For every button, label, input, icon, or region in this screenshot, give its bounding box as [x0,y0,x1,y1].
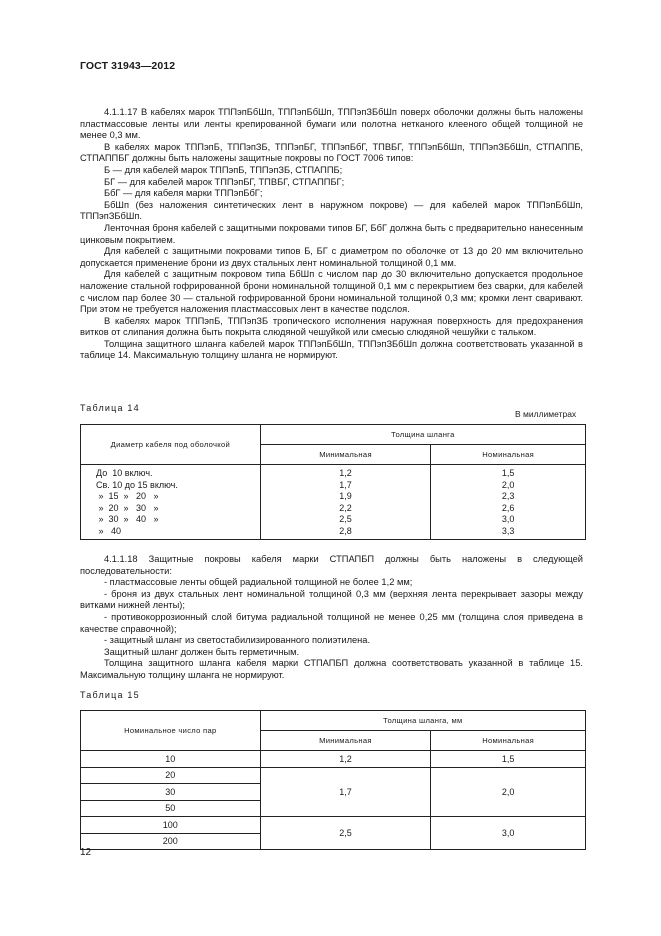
nominal-column [431,465,586,540]
paragraph: Для кабелей с защитными покровами типов Б, БГ с диаметром по оболочке от 13 до 20 мм включительно допускается применение брони из двух стальных лент номинальной толщиной 0,1 мм. [80,246,583,268]
header-diameter: Диаметр кабеля под оболочкой [81,425,261,465]
standard-header: ГОСТ 31943—2012 [80,60,176,72]
table-14 [80,424,586,540]
nominal-cell: 2,0 [431,767,586,817]
table-row [81,751,586,768]
paragraph: БГ — для кабелей марок ТППэпБГ, ТПВБГ, СТПАППБГ; [104,176,345,187]
minimal-cell: 1,2 [260,751,431,768]
header-thickness: Толщина шланга [260,425,585,445]
body-text-top [80,107,583,362]
minimal-cell: 1,7 [339,479,352,490]
nominal-cell: 2,0 [501,479,515,490]
paragraph: 4.1.1.18 Защитные покровы кабеля марки СТПАПБП должны быть наложены в следующей последовательности: [80,554,583,576]
paragraph: Ленточная броня кабелей с защитными покровами типов БГ, БбГ должна быть с предварительно нанесенным цинковым покрытием. [80,222,583,245]
header-minimal: Минимальная [260,731,431,751]
pairs-cell: 10 [81,751,261,768]
header-thickness: Толщина шланга, мм [260,711,585,731]
paragraph: Толщина защитного шланга кабелей марок ТППэпБбШп, ТППэпЗБбШп должна соответствовать указанной в таблице 14. Максимальную толщину шланга не нормируют. [80,338,583,361]
nominal-cell: 2,6 [501,502,515,513]
table-15 [80,710,586,850]
minimal-cell: 2,8 [339,525,352,536]
paragraph: БбШп (без наложения синтетических лент в наружном покрове) — для кабелей марок ТППэпБбШп, ТППэпЗБбШп. [80,199,583,222]
paragraph: - броня из двух стальных лент номинальной толщиной 0,3 мм (верхняя лента перекрывает зазоры между витками нижней ленты); [80,588,583,611]
nominal-cell: 2,3 [501,491,515,501]
paragraph: В кабелях марок ТППэпБ, ТППэпЗБ, ТППэпБГ, ТППэпБбГ, ТПВБГ, ТППэпБбШп, ТППэпЗБбШп, СТПАППБ, СТПАППБГ должны быть наложены защитные покровы по ГОСТ 7006 типов: [80,141,583,164]
paragraph: Для кабелей с защитным покровом типа БбШп с числом пар до 30 включительно допускается продольное наложение стальной гофрированной брони номинальной толщиной 0,1 мм с перекрытием без сварки, для кабелей с числом пар более 30 — стальной гофрированной брони номинальной толщиной 0,3 мм; кромки лент сваривают. При этом не требуется наложения пластмассовых лент в качестве подслоя. [80,269,583,315]
body-text-mid [80,554,583,682]
diameter-cell: » 15 » 20 » [96,491,159,501]
paragraph: Толщина защитного шланга кабеля марки СТПАПБП должна соответствовать указанной в таблице 15. Максимальную толщину шланга не нормируют. [80,658,583,680]
diameter-cell: » 40 [96,525,122,536]
diameter-cell: » 20 » 30 » [96,502,159,513]
pairs-cell: 50 [81,800,261,817]
paragraph: - защитный шланг из светостабилизированного полиэтилена. [104,635,371,646]
header-pairs: Номинальное число пар [81,711,261,751]
minimal-column [260,465,431,540]
page-number: 12 [80,847,92,858]
nominal-cell: 1,5 [431,751,586,768]
paragraph: 4.1.1.17 В кабелях марок ТППэпБбШп, ТППэпБбШп, ТППэпЗБбШп поверх оболочки должны быть наложены пластмассовые ленты или ленты крепированной бумаги или полотна нетканого клееного общей толщиной не менее 0,3 мм. [80,107,583,141]
pairs-cell: 100 [81,817,261,834]
paragraph: В кабелях марок ТППэпБ, ТППэпЗБ тропического исполнения наружная поверхность для предохранения витков от слипания должна быть покрыта слюдяной чешуйкой или смесью слюдяной чешуйки с тальком. [80,315,583,338]
minimal-cell: 2,5 [339,514,352,524]
paragraph: - противокоррозионный слой битума радиальной толщиной не менее 0,25 мм (толщина слоя приведена в качестве справочной); [80,611,583,634]
nominal-cell: 1,5 [501,468,515,478]
table15-caption: Таблица 15 [80,690,140,700]
minimal-cell: 1,7 [260,767,431,817]
diameter-cell: » 30 » 40 » [96,514,159,524]
diameter-cell: До 10 включ. [96,468,153,478]
minimal-cell: 1,9 [339,491,352,501]
pairs-cell: 30 [81,784,261,801]
header-nominal: Номинальная [431,445,586,465]
diameter-cell: Св. 10 до 15 включ. [96,479,178,490]
diameter-column [81,465,261,540]
table-row [81,817,586,834]
paragraph: БбГ — для кабеля марки ТППэпБбГ; [104,188,263,199]
header-minimal: Минимальная [260,445,431,465]
table14-units: В миллиметрах [515,409,577,419]
table14-caption: Таблица 14 [80,403,140,413]
nominal-cell: 3,0 [501,514,515,524]
nominal-cell: 3,0 [431,817,586,850]
minimal-cell: 2,2 [339,502,352,513]
minimal-cell: 1,2 [339,468,352,478]
paragraph: Защитный шланг должен быть герметичным. [104,646,300,657]
minimal-cell: 2,5 [260,817,431,850]
header-nominal: Номинальная [431,731,586,751]
pairs-cell: 20 [81,767,261,784]
table-row [81,767,586,784]
table-row [81,465,586,540]
paragraph: - пластмассовые ленты общей радиальной толщиной не более 1,2 мм; [104,577,413,588]
nominal-cell: 3,3 [501,525,515,536]
paragraph: Б — для кабелей марок ТППэпБ, ТППэпЗБ, СТПАППБ; [104,164,343,175]
pairs-cell: 200 [81,833,261,850]
